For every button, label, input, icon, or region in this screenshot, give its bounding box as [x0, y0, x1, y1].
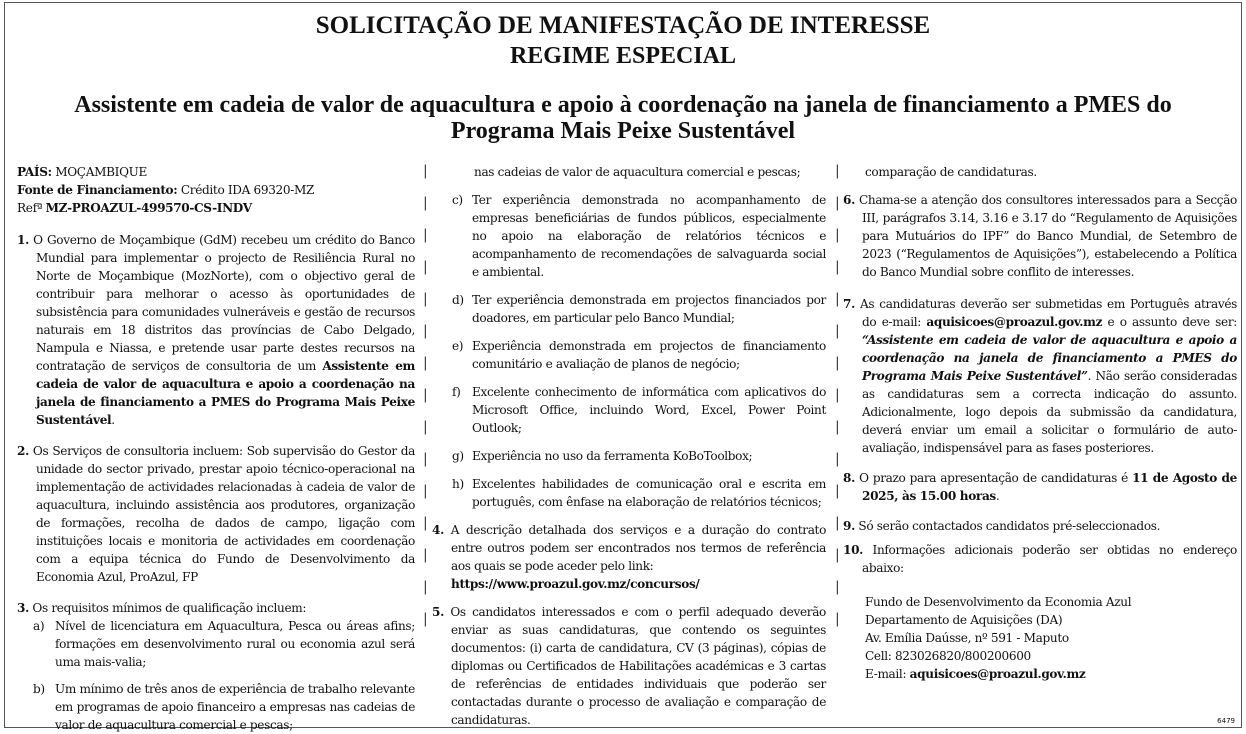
- reference-label: Refª: [17, 201, 46, 215]
- section-7-text-3: . Não serão consideradas as candidaturas sem a correcta indicação do assunto. Adicionalmente, logo depois da submissão da candidatura, deverá enviar um email a solicitar o formulário de auto-avaliação, indispensável para as fases posteriores.: [862, 369, 1238, 455]
- reference-value: MZ-PROAZUL-499570-CS-INDV: [45, 201, 252, 215]
- header: [5, 11, 1241, 144]
- section-9-number: 9.: [843, 519, 855, 533]
- section-1-text: O Governo de Moçambique (GdM) recebeu um crédito do Banco Mundial para implementar o projecto de Resiliência Rural no Norte de Moçambique (MozNorte), com o objectivo geral de contribuir para melhorar o acesso às oportunidades de subsistência para comunidades vulneráveis e gestão de recursos naturais em 18 distritos das províncias de Cabo Delgado, Nampula e Niassa, e pretende usar parte destes recursos na contratação de serviços de consultoria de um: [28, 233, 415, 373]
- requirement-text: Experiência demonstrada em projectos de financiamento comunitário e avaliação de planos de negócio;: [472, 339, 826, 371]
- requirement-letter: g): [452, 449, 464, 463]
- section-7-text: As candidaturas deverão ser submetidas em Português através do e-mail:: [854, 297, 1237, 329]
- contact-email-label: E-mail:: [865, 667, 910, 681]
- country-label: PAÍS:: [17, 165, 52, 179]
- country-line: [17, 163, 415, 181]
- funding-label: Fonte de Financiamento:: [17, 183, 178, 197]
- terms-of-reference-link[interactable]: https://www.proazul.gov.mz/concursos/: [451, 577, 700, 591]
- address-line: Fundo de Desenvolvimento da Economia Azul: [865, 595, 1132, 609]
- section-8-end: .: [995, 489, 1000, 503]
- requirement-letter: c): [452, 193, 463, 207]
- contact-email-line: [865, 665, 1237, 683]
- requirement-text: Excelentes habilidades de comunicação oral e escrita em português, com ênfase na elaboração de relatórios técnicos;: [472, 477, 826, 509]
- subtitle-line-2: Programa Mais Peixe Sustentável: [450, 118, 796, 144]
- section-5: [432, 603, 826, 729]
- requirement-text: Um mínimo de três anos de experiência de trabalho relevante em programas de apoio financeiro a empresas nas cadeias de valor de aquacultura comercial e pescas;: [55, 682, 415, 732]
- column-divider-1: | | | | | | | | | | | | | | |: [423, 163, 428, 627]
- requirement-item: [432, 337, 826, 373]
- requirement-item: [432, 447, 826, 465]
- section-3-intro: [17, 599, 415, 617]
- column-divider-2: | | | | | | | | | | | | | | |: [835, 163, 840, 627]
- section-1-number: 1.: [17, 233, 29, 247]
- requirement-text: Ter experiência demonstrada no acompanhamento de empresas beneficiárias de fundos públicos, especialmente no apoio na elaboração de relatórios técnicos e acompanhamento de recomendações de salvaguarda social e ambiental.: [472, 193, 826, 279]
- section-10: [843, 541, 1237, 577]
- submission-email[interactable]: aquisicoes@proazul.gov.mz: [926, 315, 1103, 329]
- section-8-number: 8.: [843, 471, 855, 485]
- section-9: [843, 517, 1237, 535]
- column-3: [843, 163, 1237, 683]
- section-6: [843, 191, 1237, 281]
- country-value: MOÇAMBIQUE: [51, 165, 147, 179]
- requirement-item: [432, 191, 826, 281]
- address-line: Av. Emília Daússe, nº 591 - Maputo: [865, 631, 1069, 645]
- requirement-letter: d): [452, 293, 464, 307]
- section-7-text-2: e o assunto deve ser:: [1102, 315, 1237, 329]
- section-7-number: 7.: [843, 297, 855, 311]
- requirement-item: [432, 475, 826, 511]
- funding-line: [17, 181, 415, 199]
- requirement-text: Nível de licenciatura em Aquacultura, Pesca ou áreas afins; formações em desenvolvimento rural ou economia azul será uma mais-valia;: [55, 619, 415, 669]
- section-1-position: Assistente em cadeia de valor de aquacultura e apoio a coordenação na janela de financiamento a PMES do Programa Mais Peixe Sustentável: [36, 359, 415, 427]
- contact-address: [843, 593, 1237, 683]
- section-9-text: Só serão contactados candidatos pré-seleccionados.: [854, 519, 1161, 533]
- section-10-number: 10.: [843, 543, 863, 557]
- section-6-text: Chama-se a atenção dos consultores interessados para a Secção III, parágrafos 3.14, 3.16 e 3.17 do “Regulamento de Aquisições para Mutuários do IPF” do Banco Mundial, de Setembro de 2023 (“Regulamentos de Aquisições”), estabelecendo a Política do Banco Mundial sobre conflito de interesses.: [854, 193, 1237, 279]
- requirement-b-continued: nas cadeias de valor de aquacultura comercial e pescas;: [474, 165, 801, 179]
- column-1: [17, 163, 415, 732]
- funding-value: Crédito IDA 69320-MZ: [177, 183, 315, 197]
- section-7: [843, 295, 1237, 457]
- requirement-item: [17, 617, 415, 671]
- title-line-2: REGIME ESPECIAL: [509, 43, 737, 69]
- section-6-number: 6.: [843, 193, 855, 207]
- section-5-continued: comparação de candidaturas.: [865, 165, 1037, 179]
- section-4: [432, 521, 826, 593]
- requirement-text: Ter experiência demonstrada em projectos financiados por doadores, em particular pelo Banco Mundial;: [472, 293, 826, 325]
- requirement-text: Excelente conhecimento de informática com aplicativos do Microsoft Office, incluindo Word, Excel, Power Point Outlook;: [472, 385, 826, 435]
- requirement-text: Experiência no uso da ferramenta KoBoToolbox;: [472, 449, 753, 463]
- section-3-intro-text: Os requisitos mínimos de qualificação incluem:: [28, 601, 307, 615]
- section-2: [17, 442, 415, 586]
- section-2-text: Os Serviços de consultoria incluem: Sob supervisão do Gestor da unidade do sector privado, prestar apoio técnico-operacional na implementação de actividades relacionadas à cadeia de valor de aquacultura, incluindo assistência aos produtores, organização de formações, recolha de dados de campo, ligação com instituições locais e monitoria de actividades em coordenação com a equipa técnica do Fundo de Desenvolvimento da Economia Azul, ProAzul, FP: [28, 444, 415, 584]
- section-8: [843, 469, 1237, 505]
- reference-line: [17, 199, 415, 217]
- section-5-number: 5.: [432, 605, 444, 619]
- section-1: [17, 231, 415, 429]
- requirement-letter: f): [452, 385, 461, 399]
- requirement-letter: h): [452, 477, 464, 491]
- section-4-text: A descrição detalhada dos serviços e a duração do contrato entre outros podem ser encontrados nos termos de referência aos quais se pode aceder pelo link:: [443, 523, 826, 573]
- requirement-item: [432, 291, 826, 327]
- email-subject: “Assistente em cadeia de valor de aquacultura e apoio a coordenação na janela de financiamento a PMES do Programa Mais Peixe Sustentável”: [862, 333, 1237, 383]
- deadline: 11 de Agosto de 2025, às 15.00 horas: [862, 471, 1237, 503]
- requirement-item: [17, 680, 415, 732]
- contact-email[interactable]: aquisicoes@proazul.gov.mz: [909, 667, 1086, 681]
- section-2-number: 2.: [17, 444, 29, 458]
- column-2: [432, 163, 826, 729]
- announcement-page: [4, 2, 1242, 732]
- requirement-letter: a): [33, 619, 45, 633]
- address-line: Cell: 823026820/800200600: [865, 649, 1031, 663]
- requirement-letter: b): [33, 682, 45, 696]
- section-5-text: Os candidatos interessados e com o perfil adequado deverão enviar as suas candidaturas, que contendo os seguintes documentos: (i) carta de candidatura, CV (3 páginas), cópias de diplomas ou Certificados de Habilitações académicas e 3 cartas de referências de entidades individuais que poderão ser contactadas durante o processo de avaliação e comparação de candidaturas.: [443, 605, 826, 727]
- section-4-number: 4.: [432, 523, 444, 537]
- section-1-end: .: [111, 413, 115, 427]
- title-line-1: SOLICITAÇÃO DE MANIFESTAÇÃO DE INTERESSE: [315, 12, 931, 39]
- section-10-text: Informações adicionais poderão ser obtidas no endereço abaixo:: [862, 543, 1237, 575]
- requirement-item: [432, 383, 826, 437]
- section-8-text: O prazo para apresentação de candidaturas é: [854, 471, 1133, 485]
- requirement-letter: e): [452, 339, 464, 353]
- subtitle-line-1: Assistente em cadeia de valor de aquacultura e apoio à coordenação na janela de financiamento a PMES do: [74, 92, 1172, 118]
- address-line: Departamento de Aquisições (DA): [865, 613, 1063, 627]
- section-3-number: 3.: [17, 601, 29, 615]
- footnote-code: 6479: [1217, 717, 1235, 725]
